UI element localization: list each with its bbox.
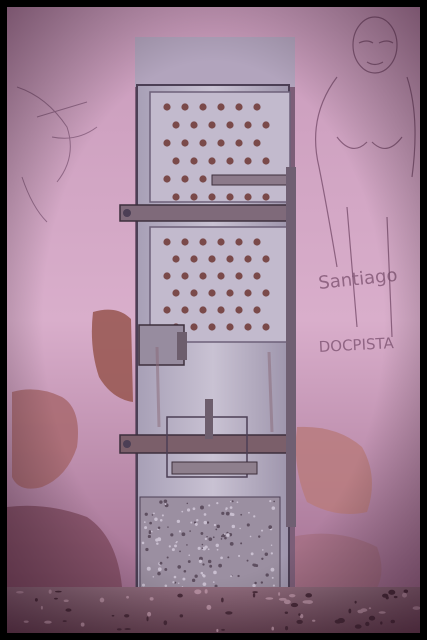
photograph (7, 7, 420, 633)
photo-vignette (7, 7, 420, 633)
prison-cell-door-scene (7, 7, 420, 633)
